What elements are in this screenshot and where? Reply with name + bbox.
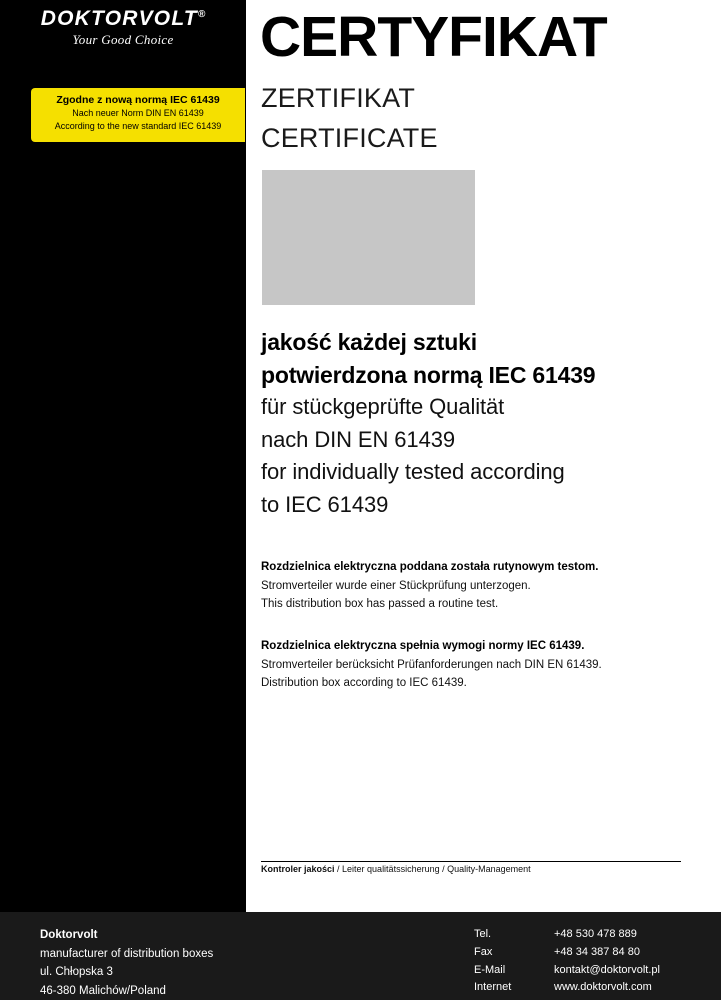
- footer-company-name: Doktorvolt: [40, 929, 98, 941]
- signature-line: [261, 861, 681, 862]
- badge-line-en: According to the new standard IEC 61439: [54, 121, 222, 132]
- paragraph-1-pl: Rozdzielnica elektryczna poddana została rutynowym testom.: [261, 561, 599, 573]
- brand-wordmark: [0, 8, 246, 29]
- page-title-de: ZERTIFIKAT: [261, 83, 416, 113]
- signature-caption: [261, 864, 531, 874]
- brand-tagline: Your Good Choice: [72, 32, 174, 47]
- footer-street: ul. Chłopska 3: [40, 966, 113, 979]
- footer-contact-value-fax: +48 34 387 84 80: [554, 945, 640, 958]
- left-black-panel: [0, 0, 246, 912]
- badge-line-pl: Zgodne z nową normą IEC 61439: [56, 94, 220, 106]
- headline-block: [261, 326, 711, 522]
- footer-address-block: [40, 926, 213, 1001]
- signature-caption-rest: / Leiter qualitätssicherung / Quality-Management: [334, 864, 531, 874]
- brand-logo: [0, 8, 246, 48]
- paragraph-1-de: Stromverteiler wurde einer Stückprüfung unterzogen.: [261, 579, 531, 592]
- paragraph-standard-compliance: [261, 637, 711, 693]
- footer-contact-row-email: [474, 962, 660, 980]
- brand-wordmark-text: DOKTORVOLT: [40, 7, 198, 30]
- paragraph-2-en: Distribution box according to IEC 61439.: [261, 677, 467, 690]
- paragraph-1-en: This distribution box has passed a routine test.: [261, 598, 499, 611]
- footer-contact-row-internet: [474, 979, 660, 997]
- footer-city: 46-380 Malichów/Poland: [40, 984, 166, 997]
- registered-trademark-icon: ®: [197, 9, 206, 20]
- badge-line-de: Nach neuer Norm DIN EN 61439: [72, 108, 204, 119]
- headline-en-line2: to IEC 61439: [261, 491, 389, 517]
- footer-contact-value-tel: +48 530 478 889: [554, 928, 637, 940]
- footer-bar: [0, 912, 721, 1000]
- footer-contact-value-email[interactable]: kontakt@doktorvolt.pl: [554, 963, 660, 976]
- headline-en-line1: for individually tested according: [261, 459, 565, 485]
- standard-compliance-badge: [31, 88, 245, 142]
- product-image-placeholder: [262, 170, 475, 305]
- footer-contact-row-tel: [474, 926, 660, 944]
- certificate-content: [246, 0, 721, 912]
- footer-contact-label-tel: Tel.: [474, 928, 492, 940]
- headline-pl-line1: jakość każdej sztuki: [261, 329, 477, 355]
- page-title-en: CERTIFICATE: [261, 123, 438, 153]
- headline-pl-line2: potwierdzona normą IEC 61439: [261, 361, 596, 388]
- footer-company-description: manufacturer of distribution boxes: [40, 947, 214, 960]
- footer-contact-label-email: E-Mail: [474, 963, 506, 976]
- paragraph-2-de: Stromverteiler berücksicht Prüfanforderungen nach DIN EN 61439.: [261, 658, 602, 671]
- signature-caption-pl: Kontroler jakości: [261, 864, 335, 874]
- footer-contact-block: [474, 926, 660, 997]
- footer-contact-row-fax: [474, 944, 660, 962]
- headline-de-line1: für stückgeprüfte Qualität: [261, 394, 505, 420]
- paragraph-2-pl: Rozdzielnica elektryczna spełnia wymogi normy IEC 61439.: [261, 640, 585, 652]
- footer-contact-label-fax: Fax: [474, 945, 493, 958]
- paragraph-routine-test: [261, 558, 711, 614]
- headline-de-line2: nach DIN EN 61439: [261, 426, 455, 452]
- footer-contact-label-internet: Internet: [474, 981, 512, 994]
- footer-contact-value-internet[interactable]: www.doktorvolt.com: [554, 981, 652, 994]
- page-title: CERTYFIKAT: [260, 5, 607, 69]
